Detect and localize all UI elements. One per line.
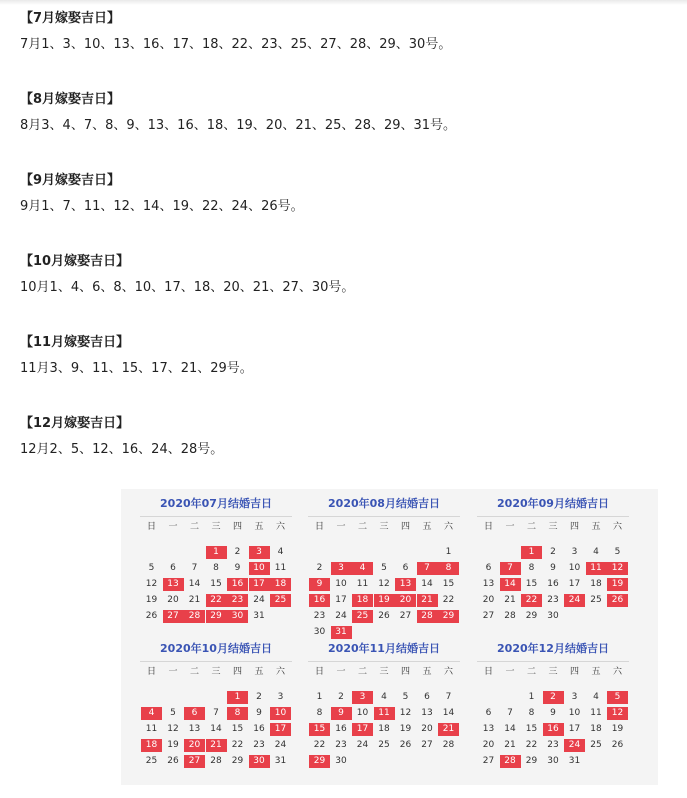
day-cell: 7 xyxy=(445,692,452,702)
section-dates-september: 9月1、7、11、12、14、19、22、24、26号。 xyxy=(20,199,304,214)
day-cell: 25 xyxy=(145,756,158,766)
title-divider xyxy=(308,661,460,662)
day-cell: 17 xyxy=(335,595,347,605)
day-cell: 10 xyxy=(568,563,581,573)
day-cell: 3 xyxy=(571,547,578,557)
lucky-day-cell: 21 xyxy=(206,739,227,752)
lucky-day-cell: 24 xyxy=(564,739,585,752)
day-cell: 25 xyxy=(590,595,602,605)
weekday-header: 二 xyxy=(357,522,367,532)
weekday-header: 五 xyxy=(422,667,432,677)
weekday-header: 日 xyxy=(483,667,493,677)
day-cell: 23 xyxy=(547,740,559,750)
day-cell: 24 xyxy=(253,595,265,605)
day-cell: 5 xyxy=(170,708,176,718)
section-dates-october: 10月1、4、6、8、10、17、18、20、21、27、30号。 xyxy=(20,280,355,295)
day-cell: 22 xyxy=(231,740,244,750)
day-cell: 8 xyxy=(213,563,219,573)
weekday-header: 一 xyxy=(336,522,346,532)
lucky-day-cell: 24 xyxy=(564,594,585,607)
lucky-day-cell: 3 xyxy=(352,691,373,704)
day-cell: 23 xyxy=(547,595,559,605)
weekday-header: 二 xyxy=(526,667,536,677)
weekday-header: 五 xyxy=(591,522,601,532)
day-cell: 3 xyxy=(571,692,578,702)
day-cell: 4 xyxy=(593,547,599,557)
day-cell: 14 xyxy=(188,579,201,589)
day-cell: 9 xyxy=(550,708,556,718)
day-cell: 15 xyxy=(525,579,538,589)
month-title: 2020年12月结婚吉日 xyxy=(497,642,609,655)
month-calendar xyxy=(473,641,633,781)
day-cell: 16 xyxy=(335,724,347,734)
day-cell: 6 xyxy=(485,708,492,718)
day-cell: 2 xyxy=(316,563,323,573)
day-cell: 10 xyxy=(356,708,369,718)
weekday-header: 五 xyxy=(422,522,432,532)
day-cell: 21 xyxy=(188,595,201,605)
day-cell: 29 xyxy=(231,756,244,766)
weekday-header: 二 xyxy=(526,522,536,532)
day-cell: 6 xyxy=(424,692,430,702)
weekday-header: 一 xyxy=(168,667,178,677)
day-cell: 31 xyxy=(568,756,581,766)
day-cell: 1 xyxy=(528,692,535,702)
section-title-october: 【10月嫁娶吉日】 xyxy=(20,254,130,269)
day-cell: 8 xyxy=(528,563,535,573)
lucky-day-cell: 20 xyxy=(395,594,416,607)
day-cell: 26 xyxy=(378,611,390,621)
day-cell: 5 xyxy=(381,563,387,573)
day-cell: 21 xyxy=(504,595,516,605)
day-cell: 20 xyxy=(421,724,433,734)
section-dates-november: 11月3、9、11、15、17、21、29号。 xyxy=(20,361,253,376)
day-cell: 23 xyxy=(335,740,347,750)
day-cell: 17 xyxy=(568,724,581,734)
lucky-day-cell: 17 xyxy=(270,723,291,736)
title-divider xyxy=(477,516,629,517)
day-cell: 25 xyxy=(378,740,390,750)
lucky-day-cell: 6 xyxy=(184,707,205,720)
lucky-day-cell: 12 xyxy=(607,562,628,575)
weekday-header: 六 xyxy=(612,667,622,677)
day-cell: 26 xyxy=(399,740,412,750)
section-dates-december: 12月2、5、12、16、24、28号。 xyxy=(20,442,224,457)
lucky-day-cell: 13 xyxy=(163,578,184,591)
day-cell: 28 xyxy=(210,756,222,766)
day-cell: 25 xyxy=(590,740,602,750)
day-cell: 5 xyxy=(402,692,409,702)
day-cell: 20 xyxy=(167,595,179,605)
lucky-day-cell: 29 xyxy=(309,755,330,768)
day-cell: 8 xyxy=(316,708,323,718)
lucky-day-cell: 11 xyxy=(374,707,395,720)
day-cell: 2 xyxy=(338,692,344,702)
section-dates-august: 8月3、4、7、8、9、13、16、18、19、20、21、25、28、29、31号。 xyxy=(20,118,457,133)
lucky-day-cell: 9 xyxy=(309,578,330,591)
weekday-header: 一 xyxy=(505,522,515,532)
day-cell: 9 xyxy=(256,708,262,718)
day-cell: 2 xyxy=(234,547,241,557)
day-cell: 12 xyxy=(378,579,390,589)
lucky-day-cell: 1 xyxy=(206,546,227,559)
lucky-day-cell: 4 xyxy=(141,707,162,720)
day-cell: 4 xyxy=(277,547,284,557)
lucky-day-cell: 28 xyxy=(184,610,205,623)
lucky-day-cell: 2 xyxy=(543,691,564,704)
lucky-day-cell: 10 xyxy=(270,707,291,720)
weekday-header: 日 xyxy=(314,667,324,677)
lucky-day-cell: 16 xyxy=(227,578,248,591)
day-cell: 15 xyxy=(231,724,244,734)
day-cell: 24 xyxy=(274,740,287,750)
title-divider xyxy=(477,661,629,662)
day-cell: 2 xyxy=(550,547,556,557)
weekday-header: 三 xyxy=(211,667,221,677)
weekday-header: 日 xyxy=(146,522,156,532)
weekday-header: 五 xyxy=(254,667,264,677)
weekday-header: 六 xyxy=(612,522,622,532)
day-cell: 3 xyxy=(277,692,284,702)
month-calendar xyxy=(304,641,464,781)
lucky-day-cell: 11 xyxy=(586,562,607,575)
lucky-day-cell: 18 xyxy=(141,739,162,752)
day-cell: 11 xyxy=(274,563,287,573)
lucky-day-cell: 8 xyxy=(438,562,459,575)
lucky-day-cell: 16 xyxy=(309,594,330,607)
day-cell: 5 xyxy=(614,547,621,557)
lucky-day-cell: 27 xyxy=(184,755,205,768)
weekday-header: 一 xyxy=(168,522,178,532)
weekday-header: 三 xyxy=(379,667,389,677)
day-cell: 14 xyxy=(504,724,516,734)
lucky-day-cell: 4 xyxy=(352,562,373,575)
day-cell: 7 xyxy=(191,563,198,573)
lucky-day-cell: 22 xyxy=(521,594,542,607)
weekday-header: 三 xyxy=(379,522,389,532)
day-cell: 21 xyxy=(504,740,516,750)
weekday-header: 四 xyxy=(232,522,242,532)
lucky-day-cell: 7 xyxy=(417,562,438,575)
weekday-header: 四 xyxy=(400,667,410,677)
day-cell: 13 xyxy=(421,708,433,718)
title-divider xyxy=(140,516,292,517)
weekday-header: 二 xyxy=(189,667,199,677)
day-cell: 6 xyxy=(170,563,176,573)
day-cell: 28 xyxy=(442,740,455,750)
lucky-day-cell: 19 xyxy=(374,594,395,607)
month-title: 2020年08月结婚吉日 xyxy=(328,497,440,510)
lucky-day-cell: 30 xyxy=(249,755,270,768)
day-cell: 19 xyxy=(611,724,624,734)
weekday-header: 三 xyxy=(548,667,558,677)
weekday-header: 六 xyxy=(443,522,453,532)
weekday-header: 三 xyxy=(211,522,221,532)
day-cell: 6 xyxy=(402,563,409,573)
weekday-header: 一 xyxy=(336,667,346,677)
weekday-header: 四 xyxy=(569,522,579,532)
day-cell: 4 xyxy=(381,692,387,702)
weekday-header: 六 xyxy=(275,522,285,532)
lucky-day-cell: 23 xyxy=(227,594,248,607)
section-title-november: 【11月嫁娶吉日】 xyxy=(20,335,130,350)
month-title: 2020年09月结婚吉日 xyxy=(497,497,609,510)
lucky-day-cell: 9 xyxy=(331,707,352,720)
day-cell: 12 xyxy=(399,708,412,718)
weekday-header: 五 xyxy=(254,522,264,532)
lucky-day-cell: 3 xyxy=(249,546,270,559)
day-cell: 24 xyxy=(356,740,369,750)
day-cell: 5 xyxy=(148,563,155,573)
day-cell: 18 xyxy=(590,724,602,734)
lucky-day-cell: 28 xyxy=(417,610,438,623)
lucky-day-cell: 18 xyxy=(352,594,373,607)
lucky-day-cell: 30 xyxy=(227,610,248,623)
top-shadow xyxy=(0,0,687,5)
title-divider xyxy=(308,516,460,517)
weekday-header: 三 xyxy=(548,522,558,532)
wedding-calendar-image xyxy=(121,489,658,785)
month-calendar xyxy=(136,641,296,781)
day-cell: 13 xyxy=(482,724,495,734)
day-cell: 13 xyxy=(188,724,201,734)
lucky-day-cell: 8 xyxy=(227,707,248,720)
weekday-header: 四 xyxy=(232,667,242,677)
day-cell: 29 xyxy=(525,756,538,766)
day-cell: 8 xyxy=(528,708,535,718)
section-title-september: 【9月嫁娶吉日】 xyxy=(20,173,121,188)
day-cell: 23 xyxy=(313,611,326,621)
day-cell: 27 xyxy=(482,611,495,621)
day-cell: 26 xyxy=(611,740,624,750)
day-cell: 11 xyxy=(145,724,158,734)
day-cell: 10 xyxy=(335,579,347,589)
day-cell: 1 xyxy=(445,547,452,557)
day-cell: 29 xyxy=(525,611,538,621)
day-cell: 11 xyxy=(590,708,602,718)
day-cell: 7 xyxy=(213,708,219,718)
day-cell: 12 xyxy=(167,724,179,734)
month-calendar xyxy=(136,496,296,636)
section-title-july: 【7月嫁娶吉日】 xyxy=(20,11,121,26)
day-cell: 14 xyxy=(442,708,455,718)
lucky-day-cell: 22 xyxy=(206,594,227,607)
day-cell: 19 xyxy=(145,595,158,605)
day-cell: 24 xyxy=(335,611,347,621)
month-title: 2020年07月结婚吉日 xyxy=(160,497,272,510)
lucky-day-cell: 10 xyxy=(249,562,270,575)
lucky-day-cell: 17 xyxy=(352,723,373,736)
day-cell: 15 xyxy=(525,724,538,734)
lucky-day-cell: 18 xyxy=(270,578,291,591)
day-cell: 14 xyxy=(210,724,222,734)
day-cell: 1 xyxy=(316,692,323,702)
day-cell: 27 xyxy=(482,756,495,766)
lucky-day-cell: 26 xyxy=(607,594,628,607)
weekday-header: 二 xyxy=(189,522,199,532)
day-cell: 17 xyxy=(568,579,581,589)
day-cell: 30 xyxy=(335,756,347,766)
day-cell: 26 xyxy=(167,756,179,766)
lucky-day-cell: 14 xyxy=(500,578,521,591)
day-cell: 20 xyxy=(482,740,495,750)
day-cell: 31 xyxy=(274,756,287,766)
day-cell: 18 xyxy=(590,579,602,589)
lucky-day-cell: 21 xyxy=(438,723,459,736)
day-cell: 6 xyxy=(485,563,492,573)
month-calendar xyxy=(304,496,464,636)
lucky-day-cell: 5 xyxy=(607,691,628,704)
lucky-day-cell: 15 xyxy=(309,723,330,736)
section-title-august: 【8月嫁娶吉日】 xyxy=(20,92,121,107)
day-cell: 13 xyxy=(482,579,495,589)
lucky-day-cell: 1 xyxy=(227,691,248,704)
day-cell: 9 xyxy=(234,563,241,573)
weekday-header: 日 xyxy=(146,667,156,677)
day-cell: 30 xyxy=(547,756,559,766)
lucky-day-cell: 12 xyxy=(607,707,628,720)
day-cell: 26 xyxy=(145,611,158,621)
lucky-day-cell: 1 xyxy=(521,546,542,559)
lucky-day-cell: 20 xyxy=(184,739,205,752)
day-cell: 20 xyxy=(482,595,495,605)
weekday-header: 六 xyxy=(275,667,285,677)
weekday-header: 一 xyxy=(505,667,515,677)
section-title-december: 【12月嫁娶吉日】 xyxy=(20,416,130,431)
lucky-day-cell: 17 xyxy=(249,578,270,591)
day-cell: 22 xyxy=(442,595,455,605)
weekday-header: 四 xyxy=(400,522,410,532)
day-cell: 7 xyxy=(507,708,513,718)
lucky-day-cell: 21 xyxy=(417,594,438,607)
day-cell: 14 xyxy=(421,579,433,589)
day-cell: 22 xyxy=(525,740,538,750)
lucky-day-cell: 29 xyxy=(438,610,459,623)
day-cell: 30 xyxy=(547,611,559,621)
lucky-day-cell: 3 xyxy=(331,562,352,575)
day-cell: 27 xyxy=(399,611,412,621)
lucky-day-cell: 7 xyxy=(500,562,521,575)
lucky-day-cell: 28 xyxy=(500,755,521,768)
day-cell: 30 xyxy=(313,627,326,637)
day-cell: 10 xyxy=(568,708,581,718)
section-dates-july: 7月1、3、10、13、16、17、18、22、23、25、27、28、29、30号。 xyxy=(20,37,452,52)
day-cell: 31 xyxy=(253,611,265,621)
day-cell: 16 xyxy=(547,579,559,589)
day-cell: 2 xyxy=(256,692,262,702)
lucky-day-cell: 25 xyxy=(270,594,291,607)
lucky-day-cell: 27 xyxy=(163,610,184,623)
day-cell: 28 xyxy=(504,611,516,621)
day-cell: 19 xyxy=(399,724,412,734)
day-cell: 16 xyxy=(253,724,265,734)
day-cell: 27 xyxy=(421,740,433,750)
weekday-header: 日 xyxy=(483,522,493,532)
weekday-header: 六 xyxy=(443,667,453,677)
day-cell: 9 xyxy=(550,563,556,573)
lucky-day-cell: 13 xyxy=(395,578,416,591)
day-cell: 15 xyxy=(442,579,455,589)
weekday-header: 四 xyxy=(569,667,579,677)
month-title: 2020年10月结婚吉日 xyxy=(160,642,272,655)
day-cell: 18 xyxy=(378,724,390,734)
lucky-day-cell: 16 xyxy=(543,723,564,736)
title-divider xyxy=(140,661,292,662)
day-cell: 23 xyxy=(253,740,265,750)
month-calendar xyxy=(473,496,633,636)
day-cell: 22 xyxy=(313,740,326,750)
day-cell: 4 xyxy=(593,692,599,702)
lucky-day-cell: 19 xyxy=(607,578,628,591)
weekday-header: 二 xyxy=(357,667,367,677)
weekday-header: 日 xyxy=(314,522,324,532)
month-title: 2020年11月结婚吉日 xyxy=(328,642,440,655)
day-cell: 11 xyxy=(356,579,369,589)
day-cell: 19 xyxy=(167,740,179,750)
day-cell: 12 xyxy=(145,579,158,589)
weekday-header: 五 xyxy=(591,667,601,677)
lucky-day-cell: 29 xyxy=(206,610,227,623)
day-cell: 15 xyxy=(210,579,222,589)
lucky-day-cell: 31 xyxy=(331,626,352,639)
lucky-day-cell: 25 xyxy=(352,610,373,623)
